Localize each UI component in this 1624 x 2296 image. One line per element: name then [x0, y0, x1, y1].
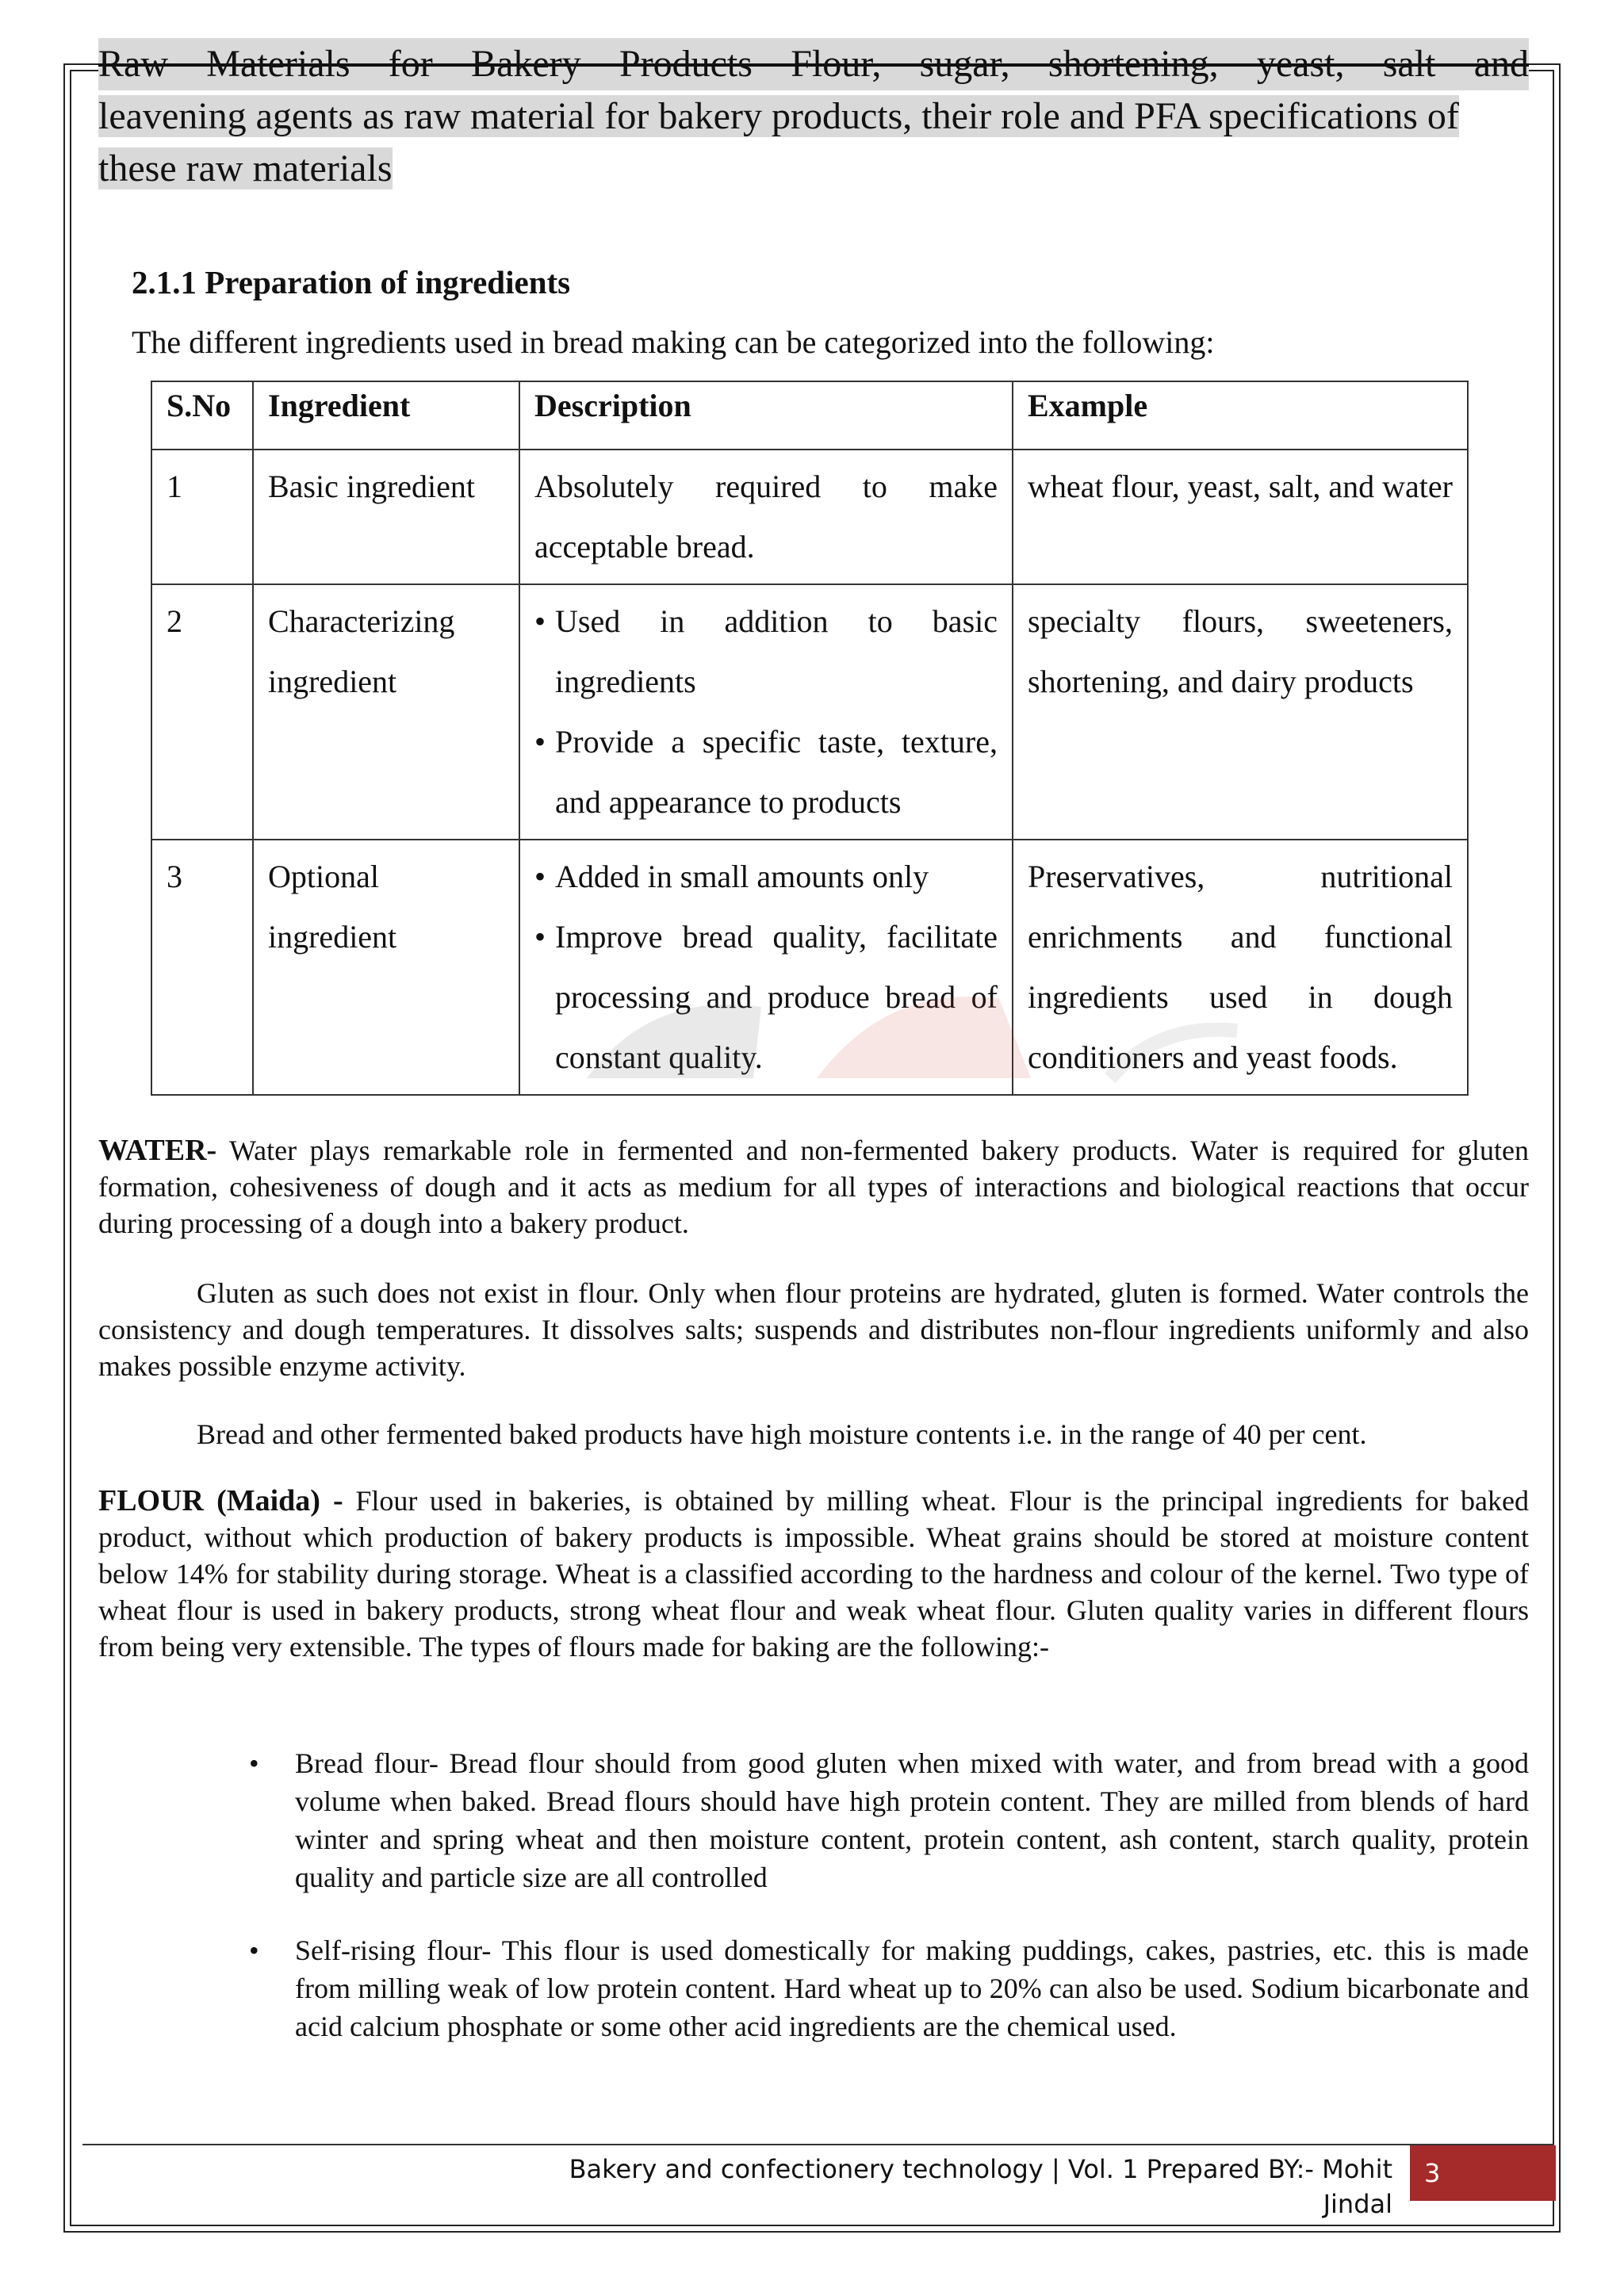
description-bullet: • Improve bread quality, facilitate processing and produce bread of constant quality.	[534, 907, 998, 1088]
column-header-ingredient: Ingredient	[253, 381, 519, 450]
cell-ingredient: Optional ingredient	[253, 840, 519, 1095]
bullet-text: Self-rising flour- This flour is used domestically for making puddings, cakes, pastries, etc. this is made from milling weak of low protein content. Hard wheat up to 20% can also be used. Sodium bicarbonate and acid calcium phosphate or some other acid ingredients are the chemical used.	[295, 1934, 1529, 2042]
cell-ingredient: Basic ingredient	[253, 450, 519, 584]
section-intro: The different ingredients used in bread making can be categorized into the following:	[132, 324, 1215, 360]
cell-sno: 3	[151, 840, 253, 1095]
cell-sno: 1	[151, 450, 253, 584]
bullet-glyph: •	[249, 1747, 259, 1779]
cell-example: specialty flours, sweeteners, shortening, and dairy products	[1013, 584, 1468, 840]
flour-paragraph	[98, 1483, 1529, 1665]
cell-description: Absolutely required to make acceptable bread.	[519, 450, 1013, 584]
water-paragraph-2: Gluten as such does not exist in flour. Only when flour proteins are hydrated, gluten is formed. Water controls the consistency and dough temperatures. It dissolves salts; suspends and distributes non-flour ingredients uniformly and also makes possible enzyme activity.	[98, 1277, 1529, 1382]
cell-example: wheat flour, yeast, salt, and water	[1013, 450, 1468, 584]
cell-example: Preservatives, nutritional enrichments and functional ingredients used in dough conditioners and yeast foods.	[1013, 840, 1468, 1095]
footer-text: Bakery and confectionery technology | Vol. 1 Prepared BY:- Mohit Jindal	[569, 2154, 1392, 2219]
water-paragraph-3: Bread and other fermented baked products have high moisture contents i.e. in the range of 40 per cent.	[197, 1418, 1367, 1450]
table-header-row	[151, 381, 1468, 450]
table-row	[151, 840, 1468, 1095]
table-row	[151, 584, 1468, 840]
ingredients-table	[151, 381, 1469, 1096]
ingredients-table-container	[151, 381, 1467, 1075]
column-header-description: Description	[519, 381, 1013, 450]
heading-line-1: Raw Materials for Bakery Products Flour, sugar, shortening, yeast, salt and	[98, 38, 1529, 90]
page-number: 3	[1410, 2145, 1556, 2201]
section-title: 2.1.1 Preparation of ingredients	[132, 264, 571, 300]
water-lead: WATER-	[98, 1134, 217, 1167]
flour-text: Flour used in bakeries, is obtained by milling wheat. Flour is the principal ingredients for baked product, without which production of bakery products is impossible. Wheat grains should be stored at moisture content below 14% for stability during storage. Wheat is a classified according to the hardness and colour of the kernel. Two type of wheat flour is used in bakery products, strong wheat flour and weak wheat flour. Gluten quality varies in different flours from being very extensible. The types of flours made for baking are the following:-	[98, 1485, 1529, 1663]
column-header-sno: S.No	[151, 381, 253, 450]
cell-ingredient: Characterizing ingredient	[253, 584, 519, 840]
cell-description	[519, 584, 1013, 840]
bullet-text: Bread flour- Bread flour should from good gluten when mixed with water, and from bread with a good volume when baked. Bread flours should have high protein content. They are milled from blends of hard winter and spring wheat and then moisture content, protein content, ash content, starch quality, protein quality and particle size are all controlled	[295, 1747, 1529, 1893]
water-paragraph-1	[98, 1132, 1529, 1242]
page-heading	[98, 38, 1529, 195]
flour-lead: FLOUR (Maida) -	[98, 1484, 343, 1517]
description-bullet: • Provide a specific taste, texture, and appearance to products	[534, 712, 998, 832]
column-header-example: Example	[1013, 381, 1468, 450]
footer-divider	[82, 2144, 1554, 2145]
cell-description	[519, 840, 1013, 1095]
table-row	[151, 450, 1468, 584]
heading-rest: leavening agents as raw material for bakery products, their role and PFA specifications of these raw materials	[98, 95, 1459, 189]
description-bullet: • Added in small amounts only	[534, 847, 998, 907]
bullet-glyph: •	[249, 1934, 259, 1966]
water-text-1: Water plays remarkable role in fermented and non-fermented bakery products. Water is required for gluten formation, cohesiveness of dough and it acts as medium for all types of interactions and biological reactions that occur during processing of a dough into a bakery product.	[98, 1135, 1529, 1239]
cell-sno: 2	[151, 584, 253, 840]
description-bullet: • Used in addition to basic ingredients	[534, 591, 998, 712]
